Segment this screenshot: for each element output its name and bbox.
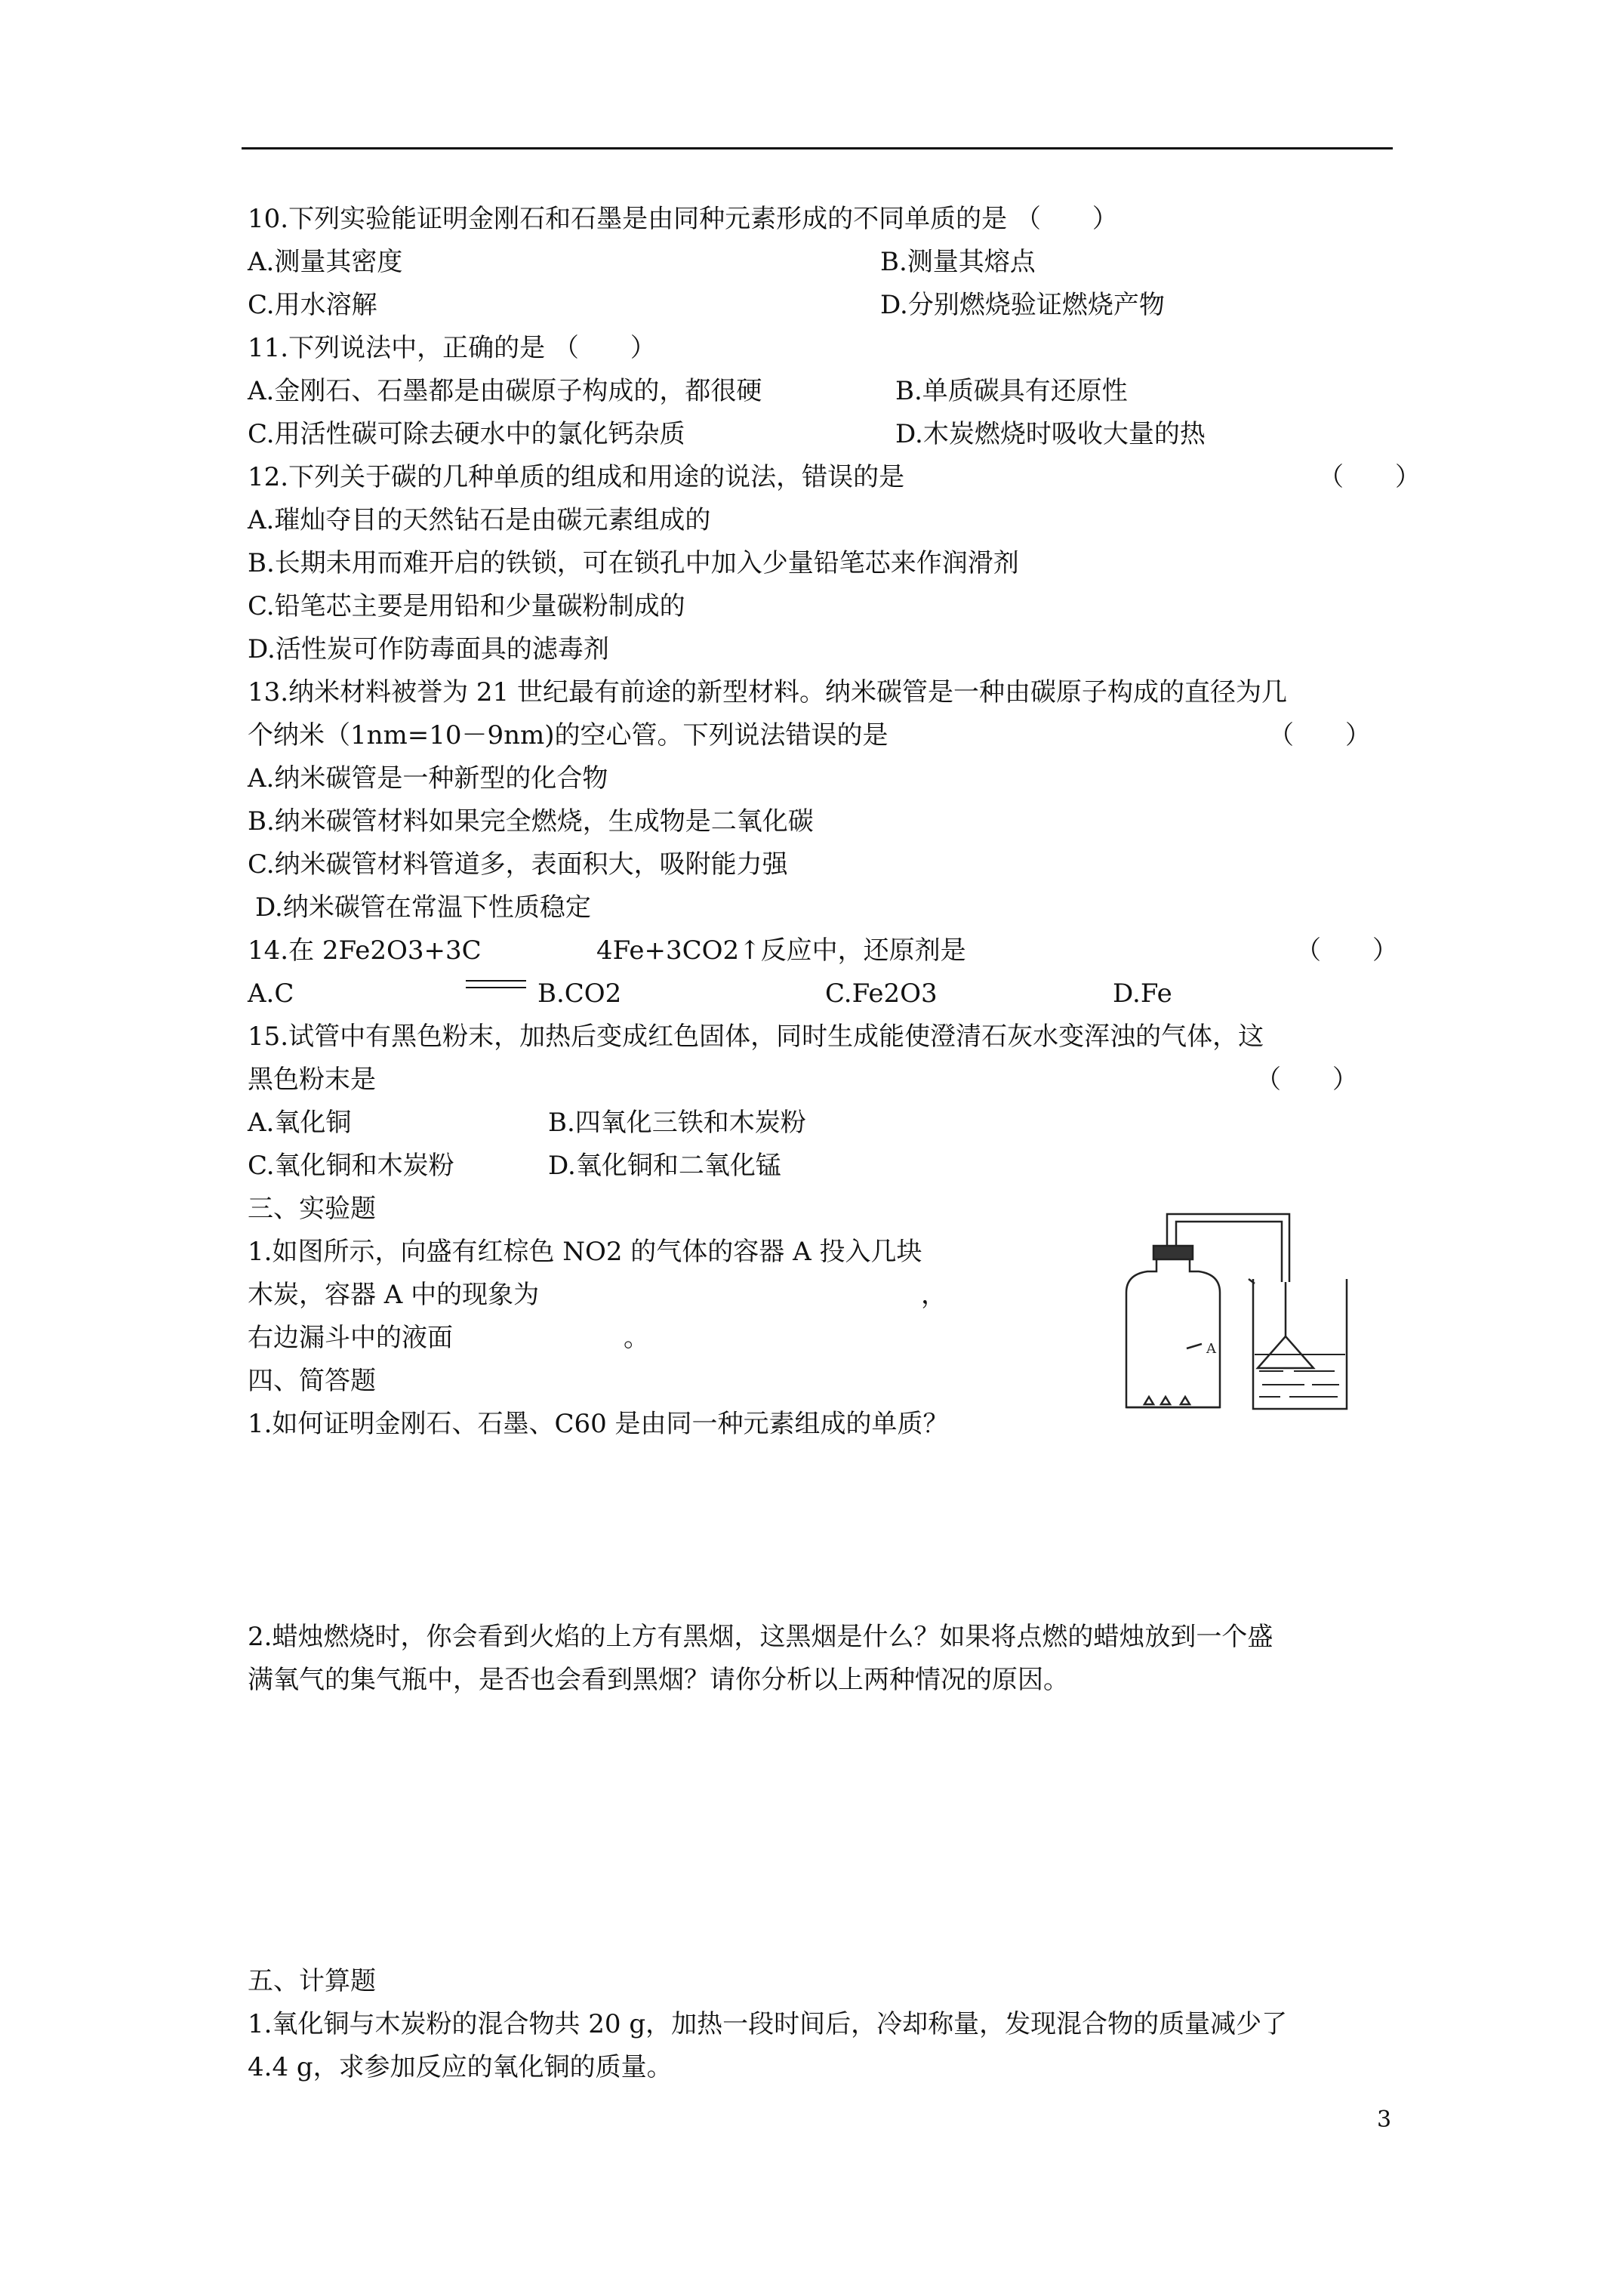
- q15-stem-line2: 黑色粉末是: [248, 1065, 376, 1095]
- q10-option-d: D.分别燃烧验证燃烧产物: [880, 290, 1165, 320]
- q12-option-b: B.长期未用而难开启的铁锁，可在锁孔中加入少量铅笔芯来作润滑剂: [248, 548, 1019, 578]
- q15-option-a: A.氧化铜: [248, 1108, 352, 1138]
- section4-q1: 1.如何证明金刚石、石墨、C60 是由同一种元素组成的单质？: [248, 1409, 949, 1439]
- section3-q1-line2: 木炭，容器 A 中的现象为: [248, 1280, 540, 1310]
- q11-option-d: D.木炭燃烧时吸收大量的热: [895, 419, 1206, 449]
- section4-heading: 四、简答题: [248, 1366, 376, 1396]
- q13-option-d: D.纳米碳管在常温下性质稳定: [255, 892, 591, 923]
- q12-option-c: C.铅笔芯主要是用铅和少量碳粉制成的: [248, 591, 685, 621]
- q12-option-a: A.璀灿夺目的天然钻石是由碳元素组成的: [248, 505, 711, 535]
- q13-option-c: C.纳米碳管材料管道多，表面积大，吸附能力强: [248, 849, 788, 880]
- section3-heading: 三、实验题: [248, 1194, 376, 1224]
- q15-stem-line1: 15.试管中有黑色粉末，加热后变成红色固体，同时生成能使澄清石灰水变浑浊的气体，这: [248, 1022, 1264, 1052]
- q11-stem: 11.下列说法中，正确的是 （ ）: [248, 333, 656, 363]
- reaction-equals-sign: [466, 980, 526, 988]
- apparatus-diagram: [1108, 1208, 1380, 1419]
- beaker-icon: [1249, 1279, 1347, 1409]
- q14-option-c: C.Fe2O3: [825, 978, 938, 1009]
- section3-q1-blank1-end: ，: [921, 1280, 947, 1310]
- q10-option-a: A.测量其密度: [248, 247, 403, 277]
- gas-bottle-icon: [1126, 1246, 1220, 1407]
- q10-option-b: B.测量其熔点: [880, 247, 1036, 277]
- q13-stem-line2: 个纳米（1nm=10－9nm)的空心管。下列说法错误的是: [248, 720, 888, 750]
- q14-option-a: A.C: [248, 978, 294, 1009]
- q14-option-d: D.Fe: [1113, 978, 1172, 1009]
- q10-stem: 10.下列实验能证明金刚石和石墨是由同种元素形成的不同单质的是 （ ）: [248, 204, 1118, 234]
- q14-stem-right: 4Fe+3CO2↑反应中，还原剂是: [596, 935, 966, 966]
- figure-label-a: A: [1206, 1341, 1216, 1357]
- q11-option-a: A.金刚石、石墨都是由碳原子构成的，都很硬: [248, 376, 762, 406]
- header-rule: [242, 147, 1393, 149]
- q10-option-c: C.用水溶解: [248, 290, 377, 320]
- q12-answer-paren: （ ）: [1318, 462, 1421, 492]
- q13-stem-line1: 13.纳米材料被誉为 21 世纪最有前途的新型材料。纳米碳管是一种由碳原子构成的直径为几: [248, 677, 1287, 707]
- q15-option-d: D.氧化铜和二氧化锰: [548, 1151, 781, 1181]
- section4-q2-line1: 2.蜡烛燃烧时，你会看到火焰的上方有黑烟，这黑烟是什么？如果将点燃的蜡烛放到一个盛: [248, 1622, 1273, 1652]
- q13-answer-paren: （ ）: [1268, 720, 1371, 750]
- section5-heading: 五、计算题: [248, 1966, 376, 1996]
- section3-q1-line3: 右边漏斗中的液面: [248, 1323, 453, 1353]
- section5-q1-line2: 4.4 g，求参加反应的氧化铜的质量。: [248, 2052, 673, 2082]
- q11-option-c: C.用活性碳可除去硬水中的氯化钙杂质: [248, 419, 685, 449]
- q15-option-b: B.四氧化三铁和木炭粉: [548, 1108, 806, 1138]
- page-number: 3: [1377, 2106, 1392, 2133]
- q15-answer-paren: （ ）: [1255, 1065, 1358, 1095]
- q13-option-a: A.纳米碳管是一种新型的化合物: [248, 763, 608, 794]
- q12-option-d: D.活性炭可作防毒面具的滤毒剂: [248, 634, 609, 664]
- q14-option-b: B.CO2: [537, 978, 622, 1009]
- q11-option-b: B.单质碳具有还原性: [895, 376, 1128, 406]
- q14-stem-left: 14.在 2Fe2O3+3C: [248, 935, 482, 966]
- section3-q1-blank2-end: 。: [624, 1323, 649, 1353]
- q14-answer-paren: （ ）: [1295, 935, 1398, 966]
- section5-q1-line1: 1.氧化铜与木炭粉的混合物共 20 g，加热一段时间后，冷却称量，发现混合物的质量减少了: [248, 2009, 1288, 2039]
- section4-q2-line2: 满氧气的集气瓶中，是否也会看到黑烟？请你分析以上两种情况的原因。: [248, 1665, 1069, 1695]
- q15-option-c: C.氧化铜和木炭粉: [248, 1151, 454, 1181]
- section3-q1-line1: 1.如图所示，向盛有红棕色 NO2 的气体的容器 A 投入几块: [248, 1237, 922, 1267]
- q12-stem: 12.下列关于碳的几种单质的组成和用途的说法，错误的是: [248, 462, 905, 492]
- q13-option-b: B.纳米碳管材料如果完全燃烧，生成物是二氧化碳: [248, 806, 814, 837]
